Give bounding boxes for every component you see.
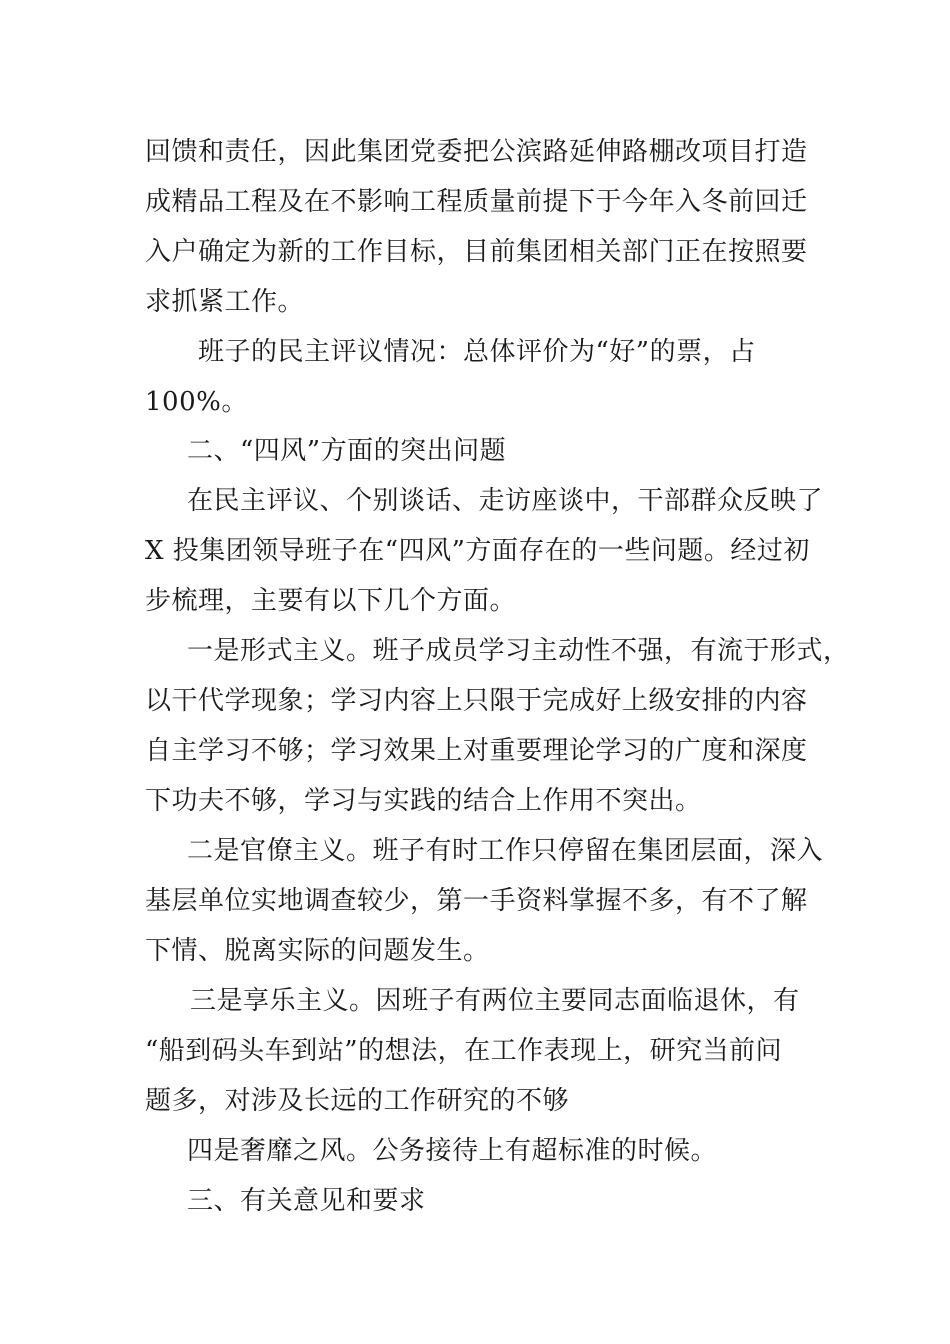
text-line: 二是官僚主义。班子有时工作只停留在集团层面，深入: [187, 836, 824, 866]
text-line: 题多，对涉及长远的工作研究的不够: [145, 1086, 570, 1116]
text-line: 在民主评议、个别谈话、走访座谈中，干部群众反映了: [187, 486, 824, 516]
text-line: 班子的民主评议情况：总体评价为“好”的票，占: [198, 337, 756, 367]
text-line: 三是享乐主义。因班子有两位主要同志面临退休，有: [190, 986, 800, 1016]
text-line: 求抓紧工作。: [145, 287, 305, 317]
text-line: 入户确定为新的工作目标，目前集团相关部门正在按照要: [145, 237, 808, 267]
text-line: X 投集团领导班子在“四风”方面存在的一些问题。经过初: [145, 536, 810, 566]
text-line: 回馈和责任，因此集团党委把公滨路延伸路棚改项目打造: [145, 137, 808, 167]
text-line: 以干代学现象；学习内容上只限于完成好上级安排的内容: [145, 686, 808, 716]
text-line: 下功夫不够，学习与实践的结合上作用不突出。: [145, 786, 702, 816]
text-line: 四是奢靡之风。公务接待上有超标准的时候。: [187, 1136, 718, 1166]
text-line: 基层单位实地调查较少，第一手资料掌握不多，有不了解: [145, 886, 808, 916]
section-heading: 二、“四风”方面的突出问题: [187, 436, 507, 466]
section-heading: 三、有关意见和要求: [187, 1186, 426, 1216]
text-line: 下情、脱离实际的问题发生。: [145, 936, 490, 966]
text-line: 成精品工程及在不影响工程质量前提下于今年入冬前回迁: [145, 187, 808, 217]
text-line: 100%。: [145, 387, 248, 417]
text-line: 步梳理，主要有以下几个方面。: [145, 586, 517, 616]
text-line: “船到码头车到站”的想法，在工作表现上，研究当前问: [145, 1036, 783, 1066]
text-line: 一是形式主义。班子成员学习主动性不强，有流于形式，: [187, 636, 850, 666]
text-line: 自主学习不够；学习效果上对重要理论学习的广度和深度: [145, 736, 808, 766]
